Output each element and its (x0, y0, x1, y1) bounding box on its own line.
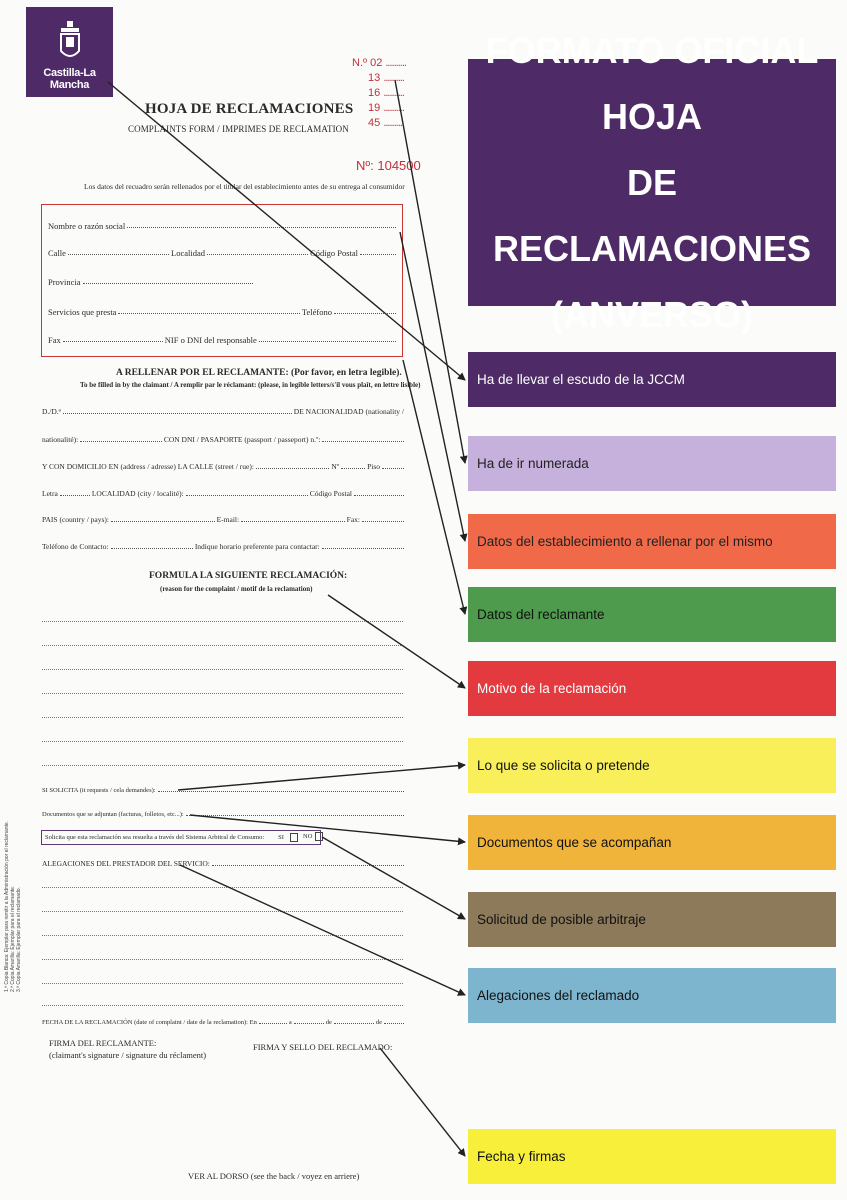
complaint-line[interactable] (42, 765, 403, 766)
number-line: 13 (368, 72, 381, 84)
complaint-line[interactable] (42, 693, 403, 694)
complaint-title: FORMULA LA SIGUIENTE RECLAMACIÓN: (149, 571, 348, 581)
respondent-signature[interactable]: FIRMA Y SELLO DEL RECLAMADO: (253, 1042, 393, 1052)
claimant-title: A RELLENAR POR EL RECLAMANTE: (Por favor, en letra legible). (116, 368, 402, 378)
field-domicilio[interactable]: Y CON DOMICILIO EN (address / adresse) LA CALLE (street / rue): Nº Piso (42, 459, 404, 471)
logo-text: Castilla-La Mancha (43, 67, 96, 91)
claimant-subtitle: To be filled in by the claimant / A remplir par le réclamant: (please, in legible letters/s'il vous plaît, en lettre lisible) (80, 381, 421, 389)
arrow-fecha-firmas (380, 1048, 465, 1156)
jccm-logo (26, 7, 113, 97)
field-fecha[interactable]: FECHA DE LA RECLAMACIÓN (date of complaint / date de la reclamation): En a de de (42, 1014, 404, 1026)
number-line: N.º 02 (352, 57, 383, 69)
field-localidad[interactable]: Letra LOCALIDAD (city / localité): Código Postal (42, 486, 404, 498)
label-motivo: Motivo de la reclamación (468, 661, 836, 716)
field-solicita[interactable]: SI SOLICITA (it requests / cela demandes): (42, 782, 404, 794)
number-line: 19 (368, 102, 381, 114)
see-back-note: VER AL DORSO (see the back / voyez en arriere) (188, 1171, 360, 1181)
number-line: 45 (368, 117, 381, 129)
complaint-subtitle: (reason for the complaint / motif de la reclamation) (160, 585, 313, 593)
serial-number: Nº: 104500 (356, 158, 421, 173)
numbering-list: N.º 02 .......... 13 .......... 16 .......... 19 .......... 45 .......... (352, 57, 406, 129)
intro-text: Los datos del recuadro serán rellenados por el titular del establecimiento antes de su entrega al consumidor (84, 182, 405, 191)
complaint-line[interactable] (42, 669, 403, 670)
complaint-line[interactable] (42, 645, 403, 646)
label-arbitraje: Solicitud de posible arbitraje (468, 892, 836, 947)
claimant-signature-label: FIRMA DEL RECLAMANTE: (49, 1038, 157, 1048)
form-subtitle: COMPLAINTS FORM / IMPRIMES DE RECLAMATION (128, 124, 349, 134)
number-line: 16 (368, 87, 381, 99)
allegation-line[interactable] (42, 935, 403, 936)
field-dod[interactable]: D./D.ª DE NACIONALIDAD (nationality / (42, 407, 404, 416)
label-establecimiento: Datos del establecimiento a rellenar por el mismo (468, 514, 836, 569)
field-telefono[interactable]: Teléfono de Contacto: Indique horario preferente para contactar: (42, 539, 404, 551)
claimant-signature-sub: (claimant's signature / signature du réclament) (49, 1050, 207, 1060)
no-option (303, 832, 323, 841)
arrow-alegaciones (180, 865, 465, 995)
arbitration-box (41, 830, 321, 845)
label-fecha-firmas: Fecha y firmas (468, 1129, 836, 1184)
arrow-arbitraje (322, 837, 465, 919)
allegation-line[interactable] (42, 911, 403, 912)
banner-line-2: DE RECLAMACIONES (492, 161, 811, 269)
field-servicios[interactable]: Servicios que presta Teléfono (48, 303, 396, 317)
banner-line-3: (ANVERSO) (550, 293, 753, 335)
label-escudo: Ha de llevar el escudo de la JCCM (468, 352, 836, 407)
label-solicita: Lo que se solicita o pretende (468, 738, 836, 793)
field-calle[interactable]: Calle Localidad Código Postal (48, 244, 396, 258)
field-dni[interactable]: nationalité): CON DNI / PASAPORTE (passport / passeport) n.º: (42, 432, 404, 444)
allegation-line[interactable] (42, 959, 403, 960)
field-fax[interactable]: Fax NIF o DNI del responsable (48, 331, 396, 345)
banner-line-1: FORMATO OFICIAL HOJA (485, 29, 819, 137)
field-provincia[interactable]: Provincia (48, 273, 396, 287)
official-format-banner (468, 29, 836, 335)
label-alegaciones: Alegaciones del reclamado (468, 968, 836, 1023)
label-reclamante: Datos del reclamante (468, 587, 836, 642)
arbitration-label: Solicita que esta reclamación sea resuelta a través del Sistema Arbitral de Consumo: (45, 834, 265, 841)
allegation-line[interactable] (42, 1005, 403, 1006)
si-label: SI (278, 834, 284, 841)
field-documentos[interactable]: Documentos que se adjuntan (facturas, folletos, etc...): (42, 806, 404, 818)
coat-of-arms-icon (58, 21, 82, 63)
label-numerada: Ha de ir numerada (468, 436, 836, 491)
label-documentos: Documentos que se acompañan (468, 815, 836, 870)
arrow-reclamante (403, 360, 465, 614)
field-nombre[interactable]: Nombre o razón social (48, 217, 396, 231)
establishment-box (41, 204, 403, 357)
no-label: NO (303, 833, 313, 840)
no-checkbox[interactable] (315, 832, 323, 841)
complaint-line[interactable] (42, 741, 403, 742)
allegation-line[interactable] (42, 887, 403, 888)
copy-distribution-note: 1.ª Copia Blanca: Ejemplar para remitir a la Administración por el reclamante. 2.ª Copia Amarilla: Ejemplar para el reclamante. 3.ª Copia Amarilla: Ejemplar para el reclamado. (4, 820, 22, 992)
allegation-line[interactable] (42, 983, 403, 984)
complaint-line[interactable] (42, 621, 403, 622)
si-checkbox[interactable] (290, 833, 298, 842)
field-pais[interactable]: PAIS (country / pays): E-mail: Fax: (42, 512, 404, 524)
claimant-signature[interactable] (49, 1037, 206, 1061)
arrow-motivo (328, 595, 465, 688)
form-title: HOJA DE RECLAMACIONES (145, 101, 354, 117)
field-alegaciones[interactable]: ALEGACIONES DEL PRESTADOR DEL SERVICIO: (42, 856, 404, 868)
complaint-line[interactable] (42, 717, 403, 718)
